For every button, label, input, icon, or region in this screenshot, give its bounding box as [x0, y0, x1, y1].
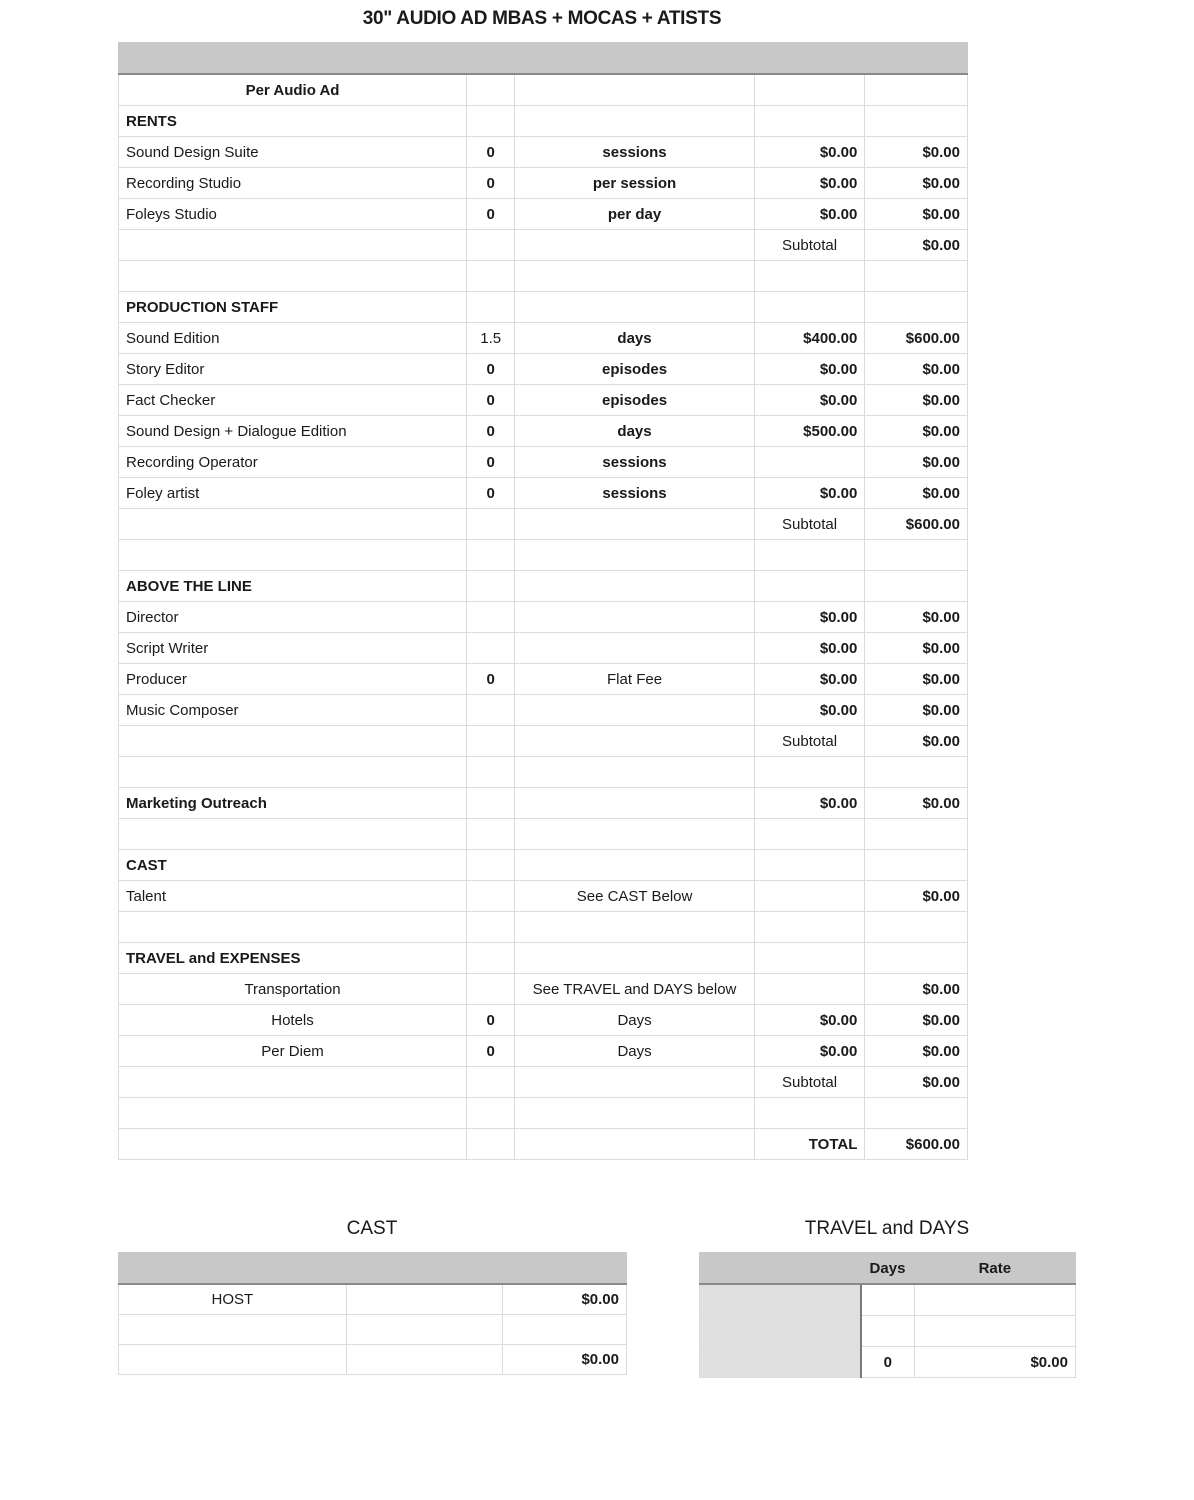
sum-row [119, 1345, 627, 1375]
table-row[interactable] [700, 1284, 1076, 1316]
item-label: Script Writer [119, 633, 467, 664]
blank-row [119, 540, 968, 571]
table-row[interactable] [119, 788, 968, 819]
total-cell: $0.00 [865, 447, 968, 478]
item-label: Sound Edition [119, 323, 467, 354]
unit-cell [515, 695, 754, 726]
qty-cell[interactable] [467, 695, 515, 726]
rate-cell[interactable]: $0.00 [754, 695, 865, 726]
table-header-row [700, 1253, 1076, 1285]
qty-cell[interactable]: 0 [467, 354, 515, 385]
rents-heading: RENTS [119, 106, 467, 137]
unit-cell: sessions [515, 478, 754, 509]
blank-row [119, 261, 968, 292]
cast-sum: $0.00 [503, 1345, 627, 1375]
qty-cell[interactable]: 0 [467, 664, 515, 695]
total-cell: $600.00 [865, 323, 968, 354]
budget-table [118, 42, 968, 1160]
item-label: Per Diem [119, 1036, 467, 1067]
subtotal-label: Subtotal [754, 230, 865, 261]
days-column-header: Days [861, 1253, 914, 1285]
item-label: Story Editor [119, 354, 467, 385]
unit-cell: per day [515, 199, 754, 230]
qty-cell[interactable]: 1.5 [467, 323, 515, 354]
table-row[interactable] [119, 602, 968, 633]
section-heading-row [119, 106, 968, 137]
travel-heading: TRAVEL and EXPENSES [119, 943, 467, 974]
total-cell: $0.00 [865, 974, 968, 1005]
item-label: Fact Checker [119, 385, 467, 416]
qty-cell[interactable] [467, 974, 515, 1005]
total-cell: $0.00 [865, 602, 968, 633]
unit-cell: See CAST Below [515, 881, 754, 912]
total-cell: $0.00 [865, 199, 968, 230]
qty-cell[interactable]: 0 [467, 168, 515, 199]
subtotal-value: $600.00 [865, 509, 968, 540]
rate-column-header: Rate [914, 1253, 1075, 1285]
blank-row [119, 757, 968, 788]
qty-cell[interactable]: 0 [467, 478, 515, 509]
blank-row [119, 912, 968, 943]
total-cell: $0.00 [865, 1005, 968, 1036]
rate-cell[interactable]: $0.00 [754, 137, 865, 168]
unit-cell: See TRAVEL and DAYS below [515, 974, 754, 1005]
subtotal-row [119, 726, 968, 757]
unit-cell [515, 633, 754, 664]
table-row[interactable] [119, 633, 968, 664]
subtotal-value: $0.00 [865, 230, 968, 261]
item-label: Foley artist [119, 478, 467, 509]
total-cell: $0.00 [865, 354, 968, 385]
total-cell: $0.00 [865, 168, 968, 199]
total-cell: $0.00 [865, 416, 968, 447]
total-cell: $0.00 [865, 633, 968, 664]
blank-row [119, 1315, 627, 1345]
blank-row [119, 1098, 968, 1129]
host-amount[interactable]: $0.00 [503, 1284, 627, 1315]
marketing-label: Marketing Outreach [119, 788, 467, 819]
unit-cell: Flat Fee [515, 664, 754, 695]
item-label: Director [119, 602, 467, 633]
item-label: Recording Operator [119, 447, 467, 478]
rate-cell[interactable]: $0.00 [754, 168, 865, 199]
section-heading-row [119, 850, 968, 881]
unit-cell: Days [515, 1005, 754, 1036]
table-row[interactable] [119, 416, 968, 447]
section-heading-row [119, 943, 968, 974]
table-row[interactable] [119, 354, 968, 385]
table-header-row [119, 1253, 627, 1285]
total-cell: $0.00 [865, 385, 968, 416]
sum-row [700, 1347, 1076, 1378]
table-row[interactable] [119, 478, 968, 509]
grand-total: $600.00 [865, 1129, 968, 1160]
table-row[interactable] [119, 168, 968, 199]
staff-heading: PRODUCTION STAFF [119, 292, 467, 323]
table-header-row [119, 43, 968, 75]
rate-cell[interactable]: $0.00 [754, 633, 865, 664]
subtotal-row [119, 230, 968, 261]
item-label: Foleys Studio [119, 199, 467, 230]
table-row [119, 881, 968, 912]
item-label: Talent [119, 881, 467, 912]
rate-cell[interactable]: $0.00 [754, 199, 865, 230]
section-heading-row [119, 571, 968, 602]
total-cell: $0.00 [865, 695, 968, 726]
table-row[interactable] [119, 974, 968, 1005]
qty-cell[interactable]: 0 [467, 385, 515, 416]
unit-cell: Days [515, 1036, 754, 1067]
unit-cell: sessions [515, 447, 754, 478]
qty-cell[interactable]: 0 [467, 447, 515, 478]
unit-cell: per session [515, 168, 754, 199]
subtotal-row [119, 1067, 968, 1098]
total-cell: $0.00 [865, 137, 968, 168]
table-row[interactable] [119, 385, 968, 416]
qty-cell[interactable]: 0 [467, 199, 515, 230]
rate-cell[interactable]: $500.00 [754, 416, 865, 447]
item-label: Transportation [119, 974, 467, 1005]
table-row[interactable] [119, 137, 968, 168]
qty-cell[interactable]: 0 [467, 1036, 515, 1067]
total-cell: $0.00 [865, 478, 968, 509]
total-cell: $0.00 [865, 664, 968, 695]
subtotal-value: $0.00 [865, 726, 968, 757]
travel-days-table [699, 1252, 1076, 1378]
total-cell: $0.00 [865, 1036, 968, 1067]
subtotal-label: Subtotal [754, 726, 865, 757]
table-row[interactable] [119, 664, 968, 695]
rate-cell[interactable]: $0.00 [754, 478, 865, 509]
total-cell: $0.00 [865, 788, 968, 819]
total-label: TOTAL [754, 1129, 865, 1160]
table-row[interactable] [119, 323, 968, 354]
per-audio-ad-label: Per Audio Ad [119, 74, 467, 106]
table-row[interactable] [700, 1316, 1076, 1347]
table-row [119, 74, 968, 106]
item-label: Recording Studio [119, 168, 467, 199]
table-row[interactable] [119, 695, 968, 726]
rate-cell[interactable] [754, 974, 865, 1005]
rate-cell[interactable]: $0.00 [754, 1036, 865, 1067]
item-label: Hotels [119, 1005, 467, 1036]
table-row[interactable] [119, 447, 968, 478]
item-label: Music Composer [119, 695, 467, 726]
rate-cell[interactable]: $0.00 [754, 354, 865, 385]
blank-row [119, 819, 968, 850]
rate-cell[interactable]: $0.00 [754, 664, 865, 695]
days-total: 0 [861, 1347, 914, 1378]
section-heading-row [119, 292, 968, 323]
cast-table [118, 1252, 627, 1375]
unit-cell: episodes [515, 354, 754, 385]
unit-cell: days [515, 416, 754, 447]
table-row[interactable] [119, 1284, 627, 1315]
subtotal-label: Subtotal [754, 1067, 865, 1098]
rate-cell[interactable]: $0.00 [754, 1005, 865, 1036]
subtotal-row [119, 509, 968, 540]
qty-cell[interactable]: 0 [467, 137, 515, 168]
cast-heading: CAST [119, 850, 467, 881]
document-title: 30" AUDIO AD MBAS + MOCAS + ATISTS [362, 8, 722, 29]
item-label: Sound Design Suite [119, 137, 467, 168]
unit-cell: sessions [515, 137, 754, 168]
subtotal-label: Subtotal [754, 509, 865, 540]
qty-cell[interactable]: 0 [467, 416, 515, 447]
unit-cell: days [515, 323, 754, 354]
rate-cell[interactable]: $0.00 [754, 788, 865, 819]
host-label: HOST [119, 1284, 347, 1315]
unit-cell [515, 602, 754, 633]
qty-cell[interactable]: 0 [467, 1005, 515, 1036]
atl-heading: ABOVE THE LINE [119, 571, 467, 602]
rate-cell[interactable]: $400.00 [754, 323, 865, 354]
subtotal-value: $0.00 [865, 1067, 968, 1098]
qty-cell[interactable] [467, 633, 515, 664]
table-row[interactable] [119, 1005, 968, 1036]
total-row [119, 1129, 968, 1160]
rate-total: $0.00 [914, 1347, 1075, 1378]
unit-cell: episodes [515, 385, 754, 416]
qty-cell[interactable] [467, 602, 515, 633]
table-row[interactable] [119, 199, 968, 230]
total-cell: $0.00 [865, 881, 968, 912]
rate-cell[interactable]: $0.00 [754, 602, 865, 633]
cast-section-title: CAST [346, 1218, 398, 1239]
rate-cell[interactable] [754, 447, 865, 478]
item-label: Sound Design + Dialogue Edition [119, 416, 467, 447]
travel-section-title: TRAVEL and DAYS [804, 1218, 970, 1239]
rate-cell[interactable]: $0.00 [754, 385, 865, 416]
table-row[interactable] [119, 1036, 968, 1067]
item-label: Producer [119, 664, 467, 695]
